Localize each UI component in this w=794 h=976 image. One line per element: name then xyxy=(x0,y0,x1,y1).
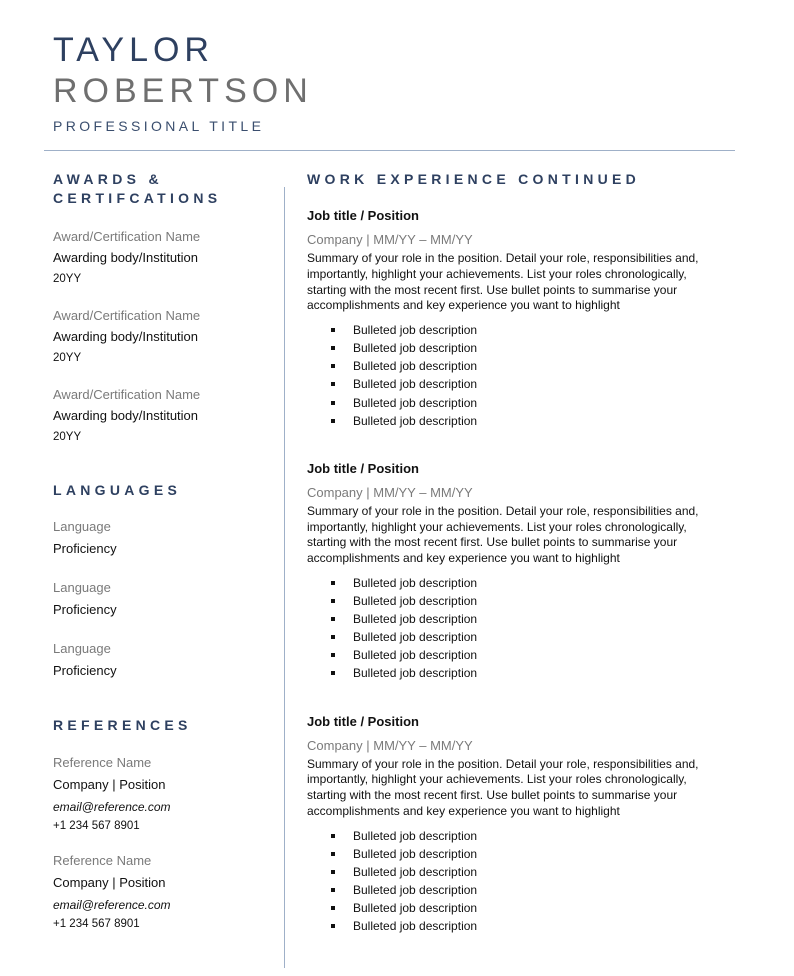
languages-section xyxy=(53,481,273,680)
professional-title: PROFESSIONAL TITLE xyxy=(53,118,265,134)
language-item xyxy=(53,640,273,680)
reference-email[interactable]: email@reference.com xyxy=(53,898,171,912)
job-entry xyxy=(307,207,727,430)
job-bullet: Bulleted job description xyxy=(307,646,727,664)
job-bullets xyxy=(307,827,727,936)
reference-phone: +1 234 567 8901 xyxy=(53,918,140,930)
job-title: Job title / Position xyxy=(307,208,419,223)
job-summary: Summary of your role in the position. Detail your role, responsibilities and, importantly, highlight your achievements. List your roles chronologically, starting with the most recent first. Use bullet points to summarise your accomplishments and key experience you want to highlight xyxy=(307,756,699,818)
job-bullets xyxy=(307,574,727,683)
languages-heading: LANGUAGES xyxy=(53,482,182,498)
reference-name: Reference Name xyxy=(53,853,152,868)
job-bullets xyxy=(307,321,727,430)
language-proficiency: Proficiency xyxy=(53,602,117,617)
job-bullet: Bulleted job description xyxy=(307,375,727,393)
language-name: Language xyxy=(53,641,111,656)
reference-email[interactable]: email@reference.com xyxy=(53,800,171,814)
job-bullet: Bulleted job description xyxy=(307,339,727,357)
job-bullet: Bulleted job description xyxy=(307,899,727,917)
column-divider xyxy=(284,187,285,968)
job-company-dates: Company | MM/YY – MM/YY xyxy=(307,484,473,500)
awards-section xyxy=(53,170,273,445)
award-body: Awarding body/Institution xyxy=(53,408,199,423)
language-name: Language xyxy=(53,519,111,534)
job-bullet: Bulleted job description xyxy=(307,610,727,628)
right-column xyxy=(307,170,727,935)
award-year: 20YY xyxy=(53,273,82,285)
work-experience-heading: WORK EXPERIENCE CONTINUED xyxy=(307,171,641,187)
job-title: Job title / Position xyxy=(307,713,419,729)
award-name: Award/Certification Name xyxy=(53,387,201,402)
job-entry xyxy=(307,460,727,683)
award-name: Award/Certification Name xyxy=(53,229,201,244)
job-bullet: Bulleted job description xyxy=(307,628,727,646)
job-bullet: Bulleted job description xyxy=(307,321,727,339)
references-heading: REFERENCES xyxy=(53,717,192,733)
reference-company: Company | Position xyxy=(53,777,166,792)
language-item xyxy=(53,579,273,619)
award-item xyxy=(53,386,273,445)
awards-heading-line1: AWARDS & xyxy=(53,171,163,187)
job-bullet: Bulleted job description xyxy=(307,827,727,845)
award-body: Awarding body/Institution xyxy=(53,329,199,344)
resume-header xyxy=(53,30,313,134)
job-summary: Summary of your role in the position. Detail your role, responsibilities and, importantly, highlight your achievements. List your roles chronologically, starting with the most recent first. Use bullet points to summarise your accomplishments and key experience you want to highlight xyxy=(307,251,699,313)
award-body: Awarding body/Institution xyxy=(53,250,199,265)
job-bullet: Bulleted job description xyxy=(307,664,727,682)
award-year: 20YY xyxy=(53,431,82,443)
job-bullet: Bulleted job description xyxy=(307,394,727,412)
job-entry xyxy=(307,713,727,936)
job-company-dates: Company | MM/YY – MM/YY xyxy=(307,737,473,753)
reference-item xyxy=(53,754,273,834)
job-company-dates: Company | MM/YY – MM/YY xyxy=(307,232,473,247)
award-item xyxy=(53,307,273,366)
job-bullet: Bulleted job description xyxy=(307,863,727,881)
award-year: 20YY xyxy=(53,352,82,364)
reference-name: Reference Name xyxy=(53,755,152,770)
job-bullet: Bulleted job description xyxy=(307,845,727,863)
award-item xyxy=(53,228,273,287)
language-name: Language xyxy=(53,580,111,595)
job-summary: Summary of your role in the position. Detail your role, responsibilities and, importantly, highlight your achievements. List your roles chronologically, starting with the most recent first. Use bullet points to summarise your accomplishments and key experience you want to highlight xyxy=(307,503,699,566)
award-name: Award/Certification Name xyxy=(53,308,201,323)
left-column xyxy=(53,170,273,932)
last-name: ROBERTSON xyxy=(53,72,313,110)
job-bullet: Bulleted job description xyxy=(307,574,727,592)
job-title: Job title / Position xyxy=(307,460,419,476)
job-bullet: Bulleted job description xyxy=(307,917,727,935)
awards-heading-line2: CERTIFCATIONS xyxy=(53,190,222,206)
job-bullet: Bulleted job description xyxy=(307,592,727,610)
job-bullet: Bulleted job description xyxy=(307,881,727,899)
language-item xyxy=(53,518,273,558)
reference-company: Company | Position xyxy=(53,875,166,890)
header-divider xyxy=(44,150,735,151)
job-bullet: Bulleted job description xyxy=(307,412,727,430)
language-proficiency: Proficiency xyxy=(53,541,117,556)
first-name: TAYLOR xyxy=(53,31,214,69)
references-section xyxy=(53,716,273,932)
job-bullet: Bulleted job description xyxy=(307,357,727,375)
reference-item xyxy=(53,852,273,932)
language-proficiency: Proficiency xyxy=(53,663,117,678)
reference-phone: +1 234 567 8901 xyxy=(53,820,140,832)
